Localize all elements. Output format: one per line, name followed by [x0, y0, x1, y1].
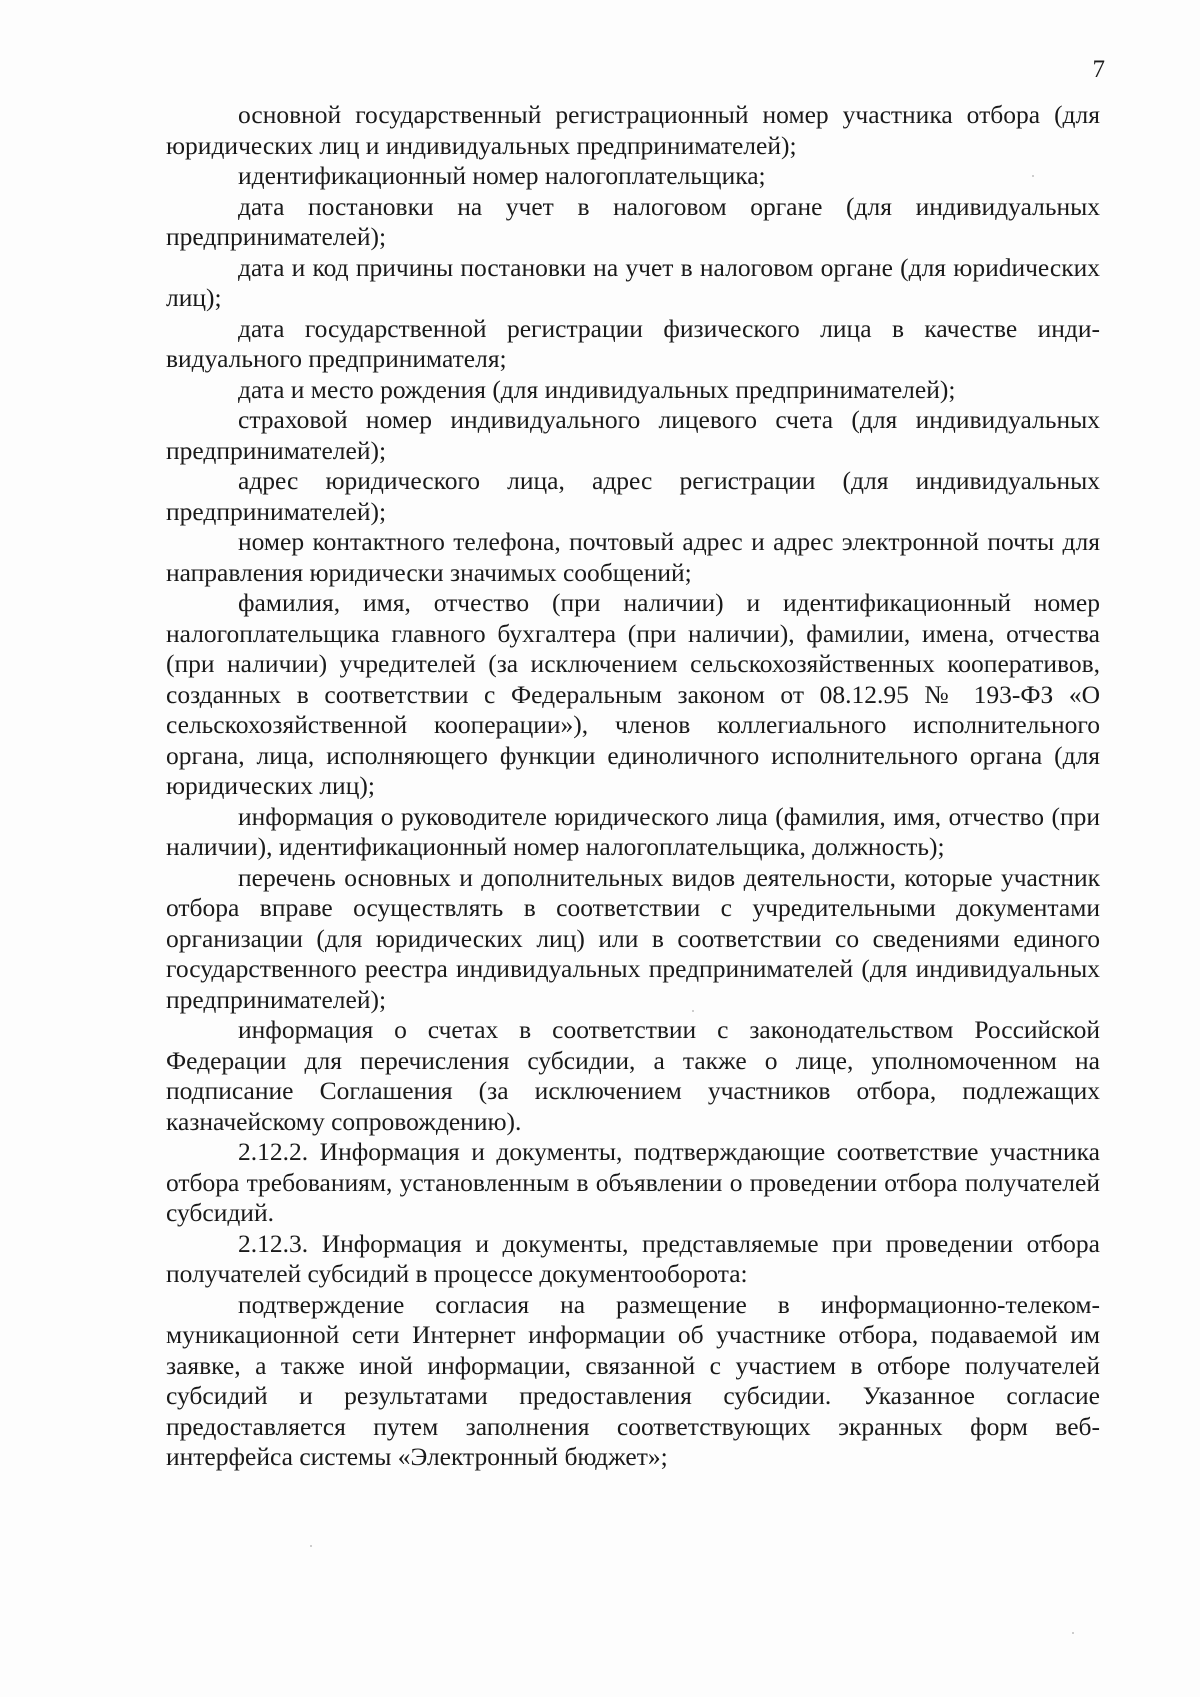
paragraph-address: адрес юридического лица, адрес регистрации (для индивидуальных предпринимателей);: [166, 466, 1100, 526]
paragraph-inn: идентификационный номер налогоплательщика;: [238, 161, 766, 190]
paragraph-snils: страховой номер индивидуального лицевого счета (для индивидуальных предпринимателей);: [166, 405, 1100, 465]
paragraph-2-12-3: 2.12.3. Информация и документы, представляемые при проведении отбора получателей субсидий в процессе документооборота:: [166, 1228, 1100, 1288]
paragraph-accountant-founders: фамилия, имя, отчество (при наличии) и идентификационный номер налогоплательщика главного бухгалтера (при наличии), фамилии, имена, отчества (при наличии) учредителей (за исключением сельскохозяйственных кооперативов, созданных в соответствии с Федеральным законом от 08.12.95 № 193-ФЗ «О сельскохозяйственной кооперации»), членов коллегиального исполнительного органа, лица, исполняющего функции единоличного исполнительного органа (для юридических лиц);: [166, 588, 1100, 800]
paragraph-ogrn: основной государственный регистрационный номер участника отбора (для юридических лиц и индивидуальных предпринимателей);: [166, 100, 1100, 160]
paragraph-accounts: информация о счетах в соответствии с законодательством Российской Федерации для перечисления субсидии, а также о лице, уполномоченном на подписание Соглашения (за исключением участников отбора, подлежащих казначейскому сопровождению).: [166, 1015, 1100, 1136]
scan-speck: [1032, 175, 1034, 177]
paragraph-tax-registration-legal: дата и код причины постановки на учет в налоговом органе (для юриdических лиц);: [166, 252, 1100, 312]
paragraph-birth-date-place: дата и место рождения (для индивидуальных предпринимателей);: [238, 374, 956, 404]
paragraph-head-info: информация о руководителе юридического лица (фамилия, имя, отчество (при наличии), идентификационный номер налогоплательщика, должность);: [166, 801, 1100, 861]
paragraph-activities: перечень основных и дополнительных видов деятельности, которые участник отбора вправе осуществлять в соответствии с учредительными документами организации (для юридических лиц) или в соответствии со сведениями единого государственного реестра индивидуальных предпринимателей (для индивидуальных предпринимателей);: [166, 862, 1100, 1014]
scan-speck: [1072, 1632, 1074, 1634]
paragraph-consent: подтверждение согласия на размещение в информационно-телекоммуникационной сети Интернет информации об участнике отбора, подаваемой им заявке, а также иной информации, связанной с участием в отборе получателей субсидий и результатами предоставления субсидии. Указанное согласие предоставляется путем заполнения соответствующих экранных форм веб-интерфейса системы «Электронный бюджет»;: [166, 1289, 1100, 1471]
page-number: 7: [1092, 56, 1105, 83]
document-body: [166, 100, 1100, 1473]
paragraph-state-registration-date: дата государственной регистрации физического лица в качестве индивидуального предпринимателя;: [166, 313, 1100, 373]
paragraph-tax-registration-ip: дата постановки на учет в налоговом органе (для индивидуальных предпринимателей);: [166, 191, 1100, 251]
paragraph-2-12-2: 2.12.2. Информация и документы, подтверждающие соответствие участника отбора требованиям, установленным в объявлении о проведении отбора получателей субсидий.: [166, 1137, 1100, 1227]
scan-speck: [692, 1010, 694, 1012]
paragraph-contacts: номер контактного телефона, почтовый адрес и адрес электронной почты для направления юридически значимых сообщений;: [166, 527, 1100, 587]
scan-speck: [310, 1545, 312, 1547]
